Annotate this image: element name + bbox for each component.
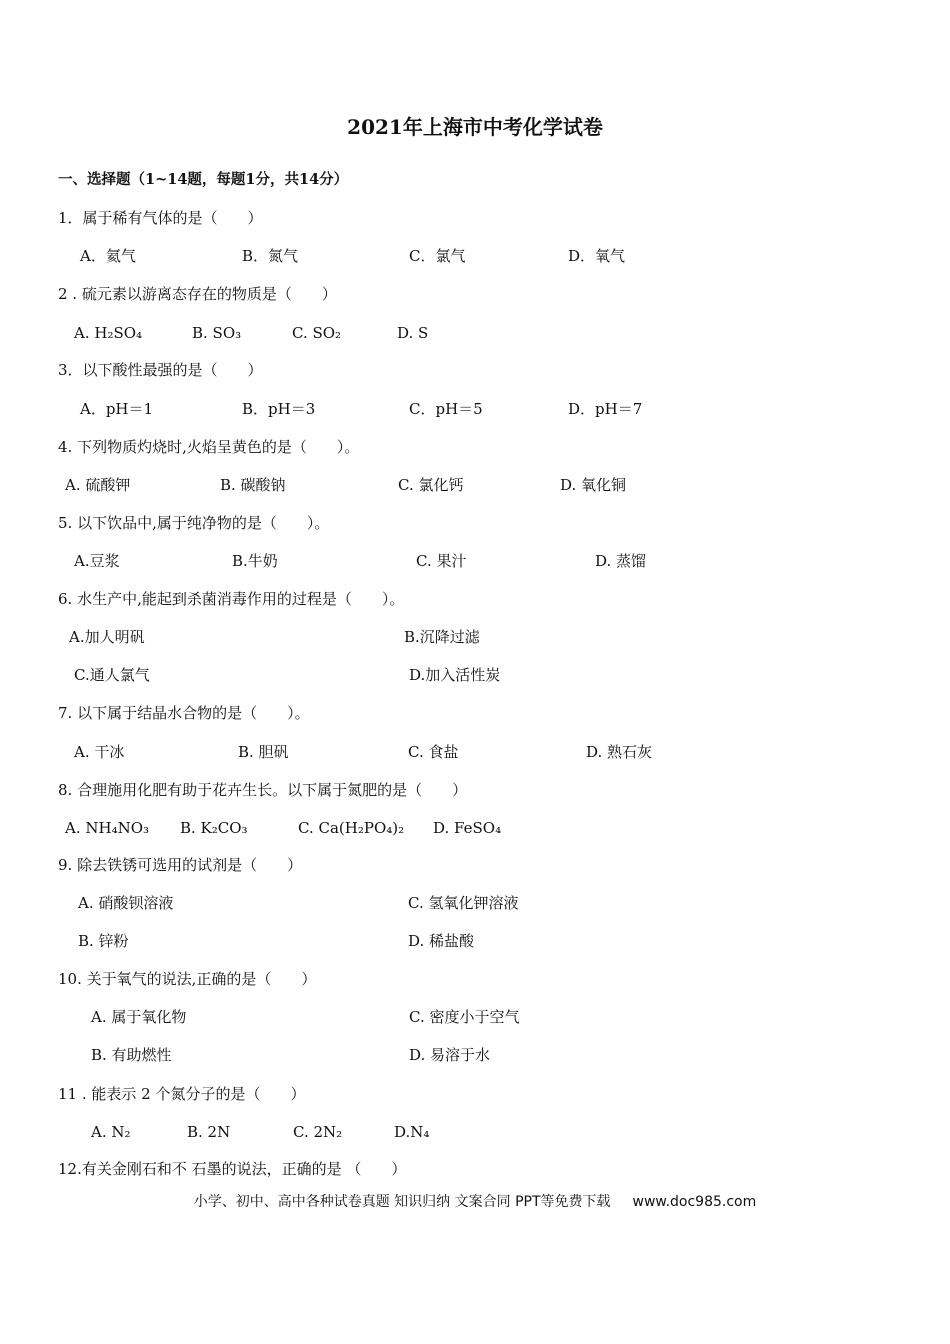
q10-option-a: A. 属于氧化物 — [91, 1008, 187, 1026]
q1-option-a: A．氦气 — [80, 247, 136, 265]
q6-option-a: A.加人明矾 — [69, 628, 145, 646]
question-3-stem: 3．以下酸性最强的是（ ） — [58, 361, 263, 379]
q10-option-d: D. 易溶于水 — [409, 1046, 491, 1064]
q9-option-a: A. 硝酸钡溶液 — [78, 894, 174, 912]
q7-option-c: C. 食盐 — [408, 743, 459, 761]
q7-option-d: D. 熟石灰 — [586, 743, 653, 761]
q3-option-a: A．pH＝1 — [80, 400, 154, 418]
q5-option-c: C. 果汁 — [416, 552, 467, 570]
q6-option-b: B.沉降过滤 — [404, 628, 480, 646]
q8-option-b: B. K₂CO₃ — [180, 819, 248, 837]
section-heading: 一、选择题（1~14题，每题1分，共14分） — [58, 171, 349, 188]
q3-option-d: D．pH＝7 — [568, 400, 643, 418]
q8-option-d: D. FeSO₄ — [433, 819, 502, 837]
footer-text: 小学、初中、高中各种试卷真题 知识归纳 文案合同 PPT等免费下载 — [193, 1194, 611, 1210]
question-11-stem: 11 . 能表示 2 个氮分子的是（ ） — [58, 1085, 306, 1103]
q11-option-d: D.N₄ — [394, 1123, 430, 1141]
footer-url[interactable]: www.doc985.com — [632, 1194, 757, 1210]
q11-option-a: A. N₂ — [91, 1123, 131, 1141]
question-5-stem: 5. 以下饮品中,属于纯净物的是（ ）。 — [58, 514, 330, 532]
q6-option-c: C.通人氯气 — [74, 666, 150, 684]
q4-option-b: B. 碳酸钠 — [220, 476, 286, 494]
q6-option-d: D.加入活性炭 — [409, 666, 501, 684]
q9-option-d: D. 稀盐酸 — [408, 932, 475, 950]
q2-option-c: C. SO₂ — [292, 324, 342, 342]
question-9-stem: 9. 除去铁锈可选用的试剂是（ ） — [58, 856, 303, 874]
question-4-stem: 4. 下列物质灼烧时,火焰呈黄色的是（ ）。 — [58, 438, 360, 456]
q11-option-b: B. 2N — [187, 1123, 231, 1141]
question-8-stem: 8. 合理施用化肥有助于花卉生长。以下属于氮肥的是（ ） — [58, 781, 468, 799]
q5-option-a: A.豆浆 — [74, 552, 120, 570]
q11-option-c: C. 2N₂ — [293, 1123, 343, 1141]
q7-option-a: A. 干冰 — [74, 743, 125, 761]
q2-option-a: A. H₂SO₄ — [74, 324, 143, 342]
q2-option-b: B. SO₃ — [192, 324, 242, 342]
q7-option-b: B. 胆矾 — [238, 743, 289, 761]
q2-option-d: D. S — [397, 324, 429, 342]
q4-option-c: C. 氯化钙 — [398, 476, 464, 494]
q1-option-d: D．氧气 — [568, 247, 626, 265]
q4-option-a: A. 硫酸钾 — [65, 476, 131, 494]
q5-option-d: D. 蒸馏 — [595, 552, 647, 570]
footer — [0, 1192, 950, 1212]
q9-option-c: C. 氢氧化钾溶液 — [408, 894, 519, 912]
q8-option-a: A. NH₄NO₃ — [65, 819, 150, 837]
question-10-stem: 10. 关于氧气的说法,正确的是（ ） — [58, 970, 317, 988]
q3-option-b: B．pH＝3 — [242, 400, 316, 418]
question-2-stem: 2 . 硫元素以游离态存在的物质是（ ） — [58, 285, 337, 303]
question-12-stem: 12.有关金刚石和不 石墨的说法，正确的是 （ ） — [58, 1160, 407, 1178]
question-7-stem: 7. 以下属于结晶水合物的是（ ）。 — [58, 704, 310, 722]
page-title: 2021年上海市中考化学试卷 — [347, 115, 603, 139]
q10-option-b: B. 有助燃性 — [91, 1046, 172, 1064]
question-1-stem: 1．属于稀有气体的是（ ） — [58, 209, 263, 227]
q8-option-c: C. Ca(H₂PO₄)₂ — [298, 819, 405, 837]
q1-option-c: C．氯气 — [409, 247, 466, 265]
q1-option-b: B．氮气 — [242, 247, 299, 265]
question-6-stem: 6. 水生产中,能起到杀菌消毒作用的过程是（ ）。 — [58, 590, 405, 608]
q10-option-c: C. 密度小于空气 — [409, 1008, 520, 1026]
q4-option-d: D. 氧化铜 — [560, 476, 627, 494]
q3-option-c: C．pH＝5 — [409, 400, 483, 418]
q5-option-b: B.牛奶 — [232, 552, 278, 570]
q9-option-b: B. 锌粉 — [78, 932, 129, 950]
